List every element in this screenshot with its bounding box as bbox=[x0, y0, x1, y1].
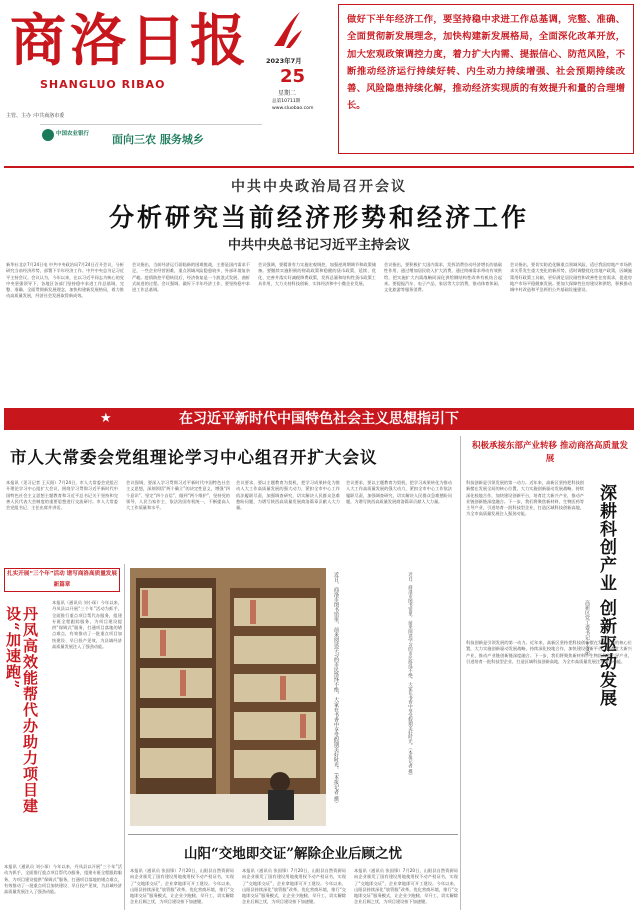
sponsor-ad bbox=[40, 124, 262, 152]
sponsor-slogan: 面向三农 服务城乡 bbox=[112, 133, 204, 146]
website-url[interactable]: www.sluobao.com bbox=[272, 106, 314, 111]
sidebar-body-top: 科技创新是引领发展的第一动力。近年来，高新区坚持把科技创新摆在发展全局的核心位置，大力实施创新驱动发展战略，持续深化校地合作，加快建设创新平台，培育壮大新兴产业，推动产业链创新链深度融合。下一步，我们将聚焦新材料、生物医药等主导产业，引进培育一批科技型企业，打造区域科技创新高地，为全市高质量发展注入强劲动能。 bbox=[466, 480, 584, 517]
newspaper-logo bbox=[266, 8, 306, 52]
left-body: 本报讯（通讯员 刘小琛）今年以来，丹凤县以开展“三个年”活动为抓手，全面推行重点项目帮代办服务，组建专班全程跟踪服务，为项目建设提供“保姆式”服务，打通项目落地的堵点难点，有效推动了一批重点项目加快建设、早日投产见效，为县域经济高质量发展注入了强劲动能。 bbox=[52, 600, 122, 650]
article3-col-2: 本报讯（通讯员 张国锋）7月20日，山阳县自然资源局向企业颁发了国有建设用地使用权不动产权证书，实现了“交地即交证”，企业拿地即可开工建设。今年以来，山阳县持续深化“放管服”改革，优化营商环境，推行“交地即交证”服务模式，让企业少跑腿、早开工，切实解除企业后顾之忧，为项目建设按下加速键。 bbox=[242, 868, 346, 905]
lead-kicker: 中共中央政治局召开会议 bbox=[231, 179, 407, 195]
left-headline: 丹凤高效能帮代办助力项目建设“加速跑” bbox=[4, 606, 39, 814]
lead-subhead: 中共中央总书记习近平主持会议 bbox=[227, 238, 410, 253]
photo-caption: 近日，商洛市图书馆里，前来阅读学习的市民络绎不绝，大家在书香中享受假期美好时光。（本报记者 摄） bbox=[333, 572, 339, 807]
article3-col-1: 本报讯（通讯员 张国锋）7月20日，山阳县自然资源局向企业颁发了国有建设用地使用权不动产权证书，实现了“交地即交证”，企业拿地即可开工建设。今年以来，山阳县持续深化“放管服”改革，优化营商环境，推行“交地即交证”服务模式，让企业少跑腿、早开工，切实解除企业后顾之忧，为项目建设按下加速键。 bbox=[130, 868, 234, 905]
date-year-month: 2023年7月 bbox=[266, 57, 302, 65]
top-quote-box bbox=[338, 4, 634, 154]
issue-number: 总第10711期 bbox=[272, 99, 301, 104]
article2-body bbox=[6, 480, 454, 560]
sponsor-name: 中国农业银行 bbox=[56, 131, 90, 137]
lead-col-3: 会议强调，要精准有力实施宏观调控，加强逆周期调节和政策储备。要继续实施积极的财政政策和稳健的货币政策，延续、优化、完善并落实好减税降费政策，发挥总量和结构性货币政策工具作用，大力支持科技创新、实体经济和中小微企业发展。 bbox=[258, 262, 376, 286]
lead-col-4: 会议指出，要积极扩大国内需求，发挥消费拉动经济增长的基础性作用，通过增加居民收入扩大消费，通过终端需求带动有效供给，把实施扩大内需战略同深化供给侧结构性改革有机结合起来。要提振汽车、电子产品、家居等大宗消费，推动体育休闲、文化旅游等服务消费。 bbox=[384, 262, 502, 293]
bank-logo-icon bbox=[42, 129, 54, 141]
article2-col-3: 会议要求，要以主题教育为契机，把学习成果转化为推动人大工作高质量发展的强大动力，紧扣全市中心工作依法履职尽责，加强调查研究，切实解决人民群众急难愁盼问题，为谱写陕西高质量发展商洛篇章贡献人大力量。 bbox=[236, 480, 340, 511]
library-photo bbox=[130, 568, 326, 826]
left-kicker bbox=[4, 568, 120, 592]
article3-body bbox=[130, 868, 458, 910]
top-quote: 做好下半年经济工作，要坚持稳中求进工作总基调，完整、准确、全面贯彻新发展理念，加快构建新发展格局，全面深化改革开放，加大宏观政策调控力度，着力扩大内需、提振信心、防范风险，不断推动经济运行持续好转、内生动力持续增强、社会预期持续改善、风险隐患持续化解，推动经济实现质的有效提升和量的合理增长。 bbox=[347, 14, 625, 112]
masthead-title: 商洛日报 bbox=[10, 8, 250, 74]
lead-col-5: 会议指出，要切实防范化解重点领域风险，适应我国房地产市场供求关系发生重大变化的新形势，适时调整优化房地产政策，因城施策用好政策工具箱，更好满足居民刚性和改善性住房需求，促进房地产市场平稳健康发展。要加大保障性住房建设和供给，积极推动城中村改造和平急两用公共基础设施建设。 bbox=[510, 262, 632, 293]
sidebar-byline: 高新区党工委书记 王文彬 bbox=[584, 600, 590, 657]
lead-body bbox=[6, 262, 632, 402]
banner-star-icon: ★ bbox=[100, 411, 112, 426]
masthead-pinyin: SHANGLUO RIBAO bbox=[40, 78, 166, 91]
article2-col-4: 会议要求，要以主题教育为契机，把学习成果转化为推动人大工作高质量发展的强大动力，紧扣全市中心工作依法履职尽责，加强调查研究，切实解决人民群众急难愁盼问题，为谱写陕西高质量发展商洛篇章贡献人大力量。 bbox=[346, 480, 452, 504]
left-body-bottom: 本报讯（通讯员 刘小琛）今年以来，丹凤县以开展“三个年”活动为抓手，全面推行重点项目帮代办服务，组建专班全程跟踪服务，为项目建设提供“保姆式”服务，打通项目落地的堵点难点，有效推动了一批重点项目加快建设、早日投产见效，为县域经济高质量发展注入了强劲动能。 bbox=[4, 864, 122, 895]
lead-headline: 分析研究当前经济形势和经济工作 bbox=[108, 203, 529, 232]
article2-col-1: 本报讯（见习记者 王天阳）7月24日，市人大常委会党组召开理论学习中心组扩大会议，围绕学习贯彻习近平新时代中国特色社会主义思想主题教育和习近平总书记关于坚持和完善人民代表大会制度的重要思想进行交流研讨。市人大常委会党组书记、主任出席并讲话。 bbox=[6, 480, 118, 511]
article2-headline: 市人大常委会党组理论学习中心组召开扩大会议 bbox=[10, 448, 378, 467]
masthead bbox=[0, 0, 638, 160]
date-day: 25 bbox=[280, 66, 306, 87]
sidebar-kicker: 积极承接东部产业转移 推动商洛高质量发展 bbox=[472, 441, 628, 464]
weekday: 星期二 bbox=[278, 90, 297, 97]
theme-banner bbox=[4, 408, 634, 430]
sidebar-kicker-box bbox=[470, 440, 630, 472]
left-kicker-text: 扎实开展“三个年”活动 谱写商洛高质量发展新篇章 bbox=[7, 571, 117, 588]
article3-headline: 山阳“交地即交证”解除企业后顾之忧 bbox=[183, 846, 403, 862]
banner-text: 在习近平新时代中国特色社会主义思想指引下 bbox=[179, 411, 459, 427]
photo-caption-2: 近日，商洛市图书馆里，前来阅读学习的市民络绎不绝，大家在书香中享受假期美好时光。（本报记者 摄） bbox=[407, 572, 413, 778]
article3-col-3: 本报讯（通讯员 张国锋）7月20日，山阳县自然资源局向企业颁发了国有建设用地使用权不动产权证书，实现了“交地即交证”，企业拿地即可开工建设。今年以来，山阳县持续深化“放管服”改革，优化营商环境，推行“交地即交证”服务模式，让企业少跑腿、早开工，切实解除企业后顾之忧，为项目建设按下加速键。 bbox=[354, 868, 458, 905]
sidebar-headline: 深耕科创产业 创新驱动发展 bbox=[596, 484, 616, 707]
article2-col-2: 会议强调，要深入学习贯彻习近平新时代中国特色社会主义思想，深刻领悟“两个确立”的决定性意义，增强“四个意识”、坚定“四个自信”、做到“两个维护”，坚持党的领导、人民当家作主、依法治国有机统一，不断提高人大工作质量和水平。 bbox=[126, 480, 230, 511]
lead-col-2: 会议指出，当前经济运行面临新的困难挑战，主要是国内需求不足，一些企业经营困难，重点领域风险隐患较多，外部环境复杂严峻。疫情防控平稳转段后，经济恢复是一个波浪式发展、曲折式前进的过程。会议强调，做好下半年经济工作，要坚持稳中求进工作总基调。 bbox=[132, 262, 250, 293]
publisher-line: 主管、主办 :中共商洛市委 bbox=[6, 113, 65, 119]
sidebar-body-bottom: 科技创新是引领发展的第一动力。近年来，高新区坚持把科技创新摆在发展全局的核心位置，大力实施创新驱动发展战略，持续深化校地合作，加快建设创新平台，培育壮大新兴产业，推动产业链创新链深度融合。下一步，我们将聚焦新材料、生物医药等主导产业，引进培育一批科技型企业，打造区域科技创新高地，为全市高质量发展注入强劲动能。 bbox=[466, 640, 632, 664]
lead-col-1: 新华社北京7月24日电 中共中央政治局7月24日召开会议，分析研究当前经济形势，部署下半年经济工作。中共中央总书记习近平主持会议。会议认为，今年以来，在以习近平同志为核心的党中央坚强领导下，各地区各部门坚持稳中求进工作总基调，完整、准确、全面贯彻新发展理念，加快构建新发展格局，着力推动高质量发展，经济社会发展取得新成效。 bbox=[6, 262, 124, 299]
